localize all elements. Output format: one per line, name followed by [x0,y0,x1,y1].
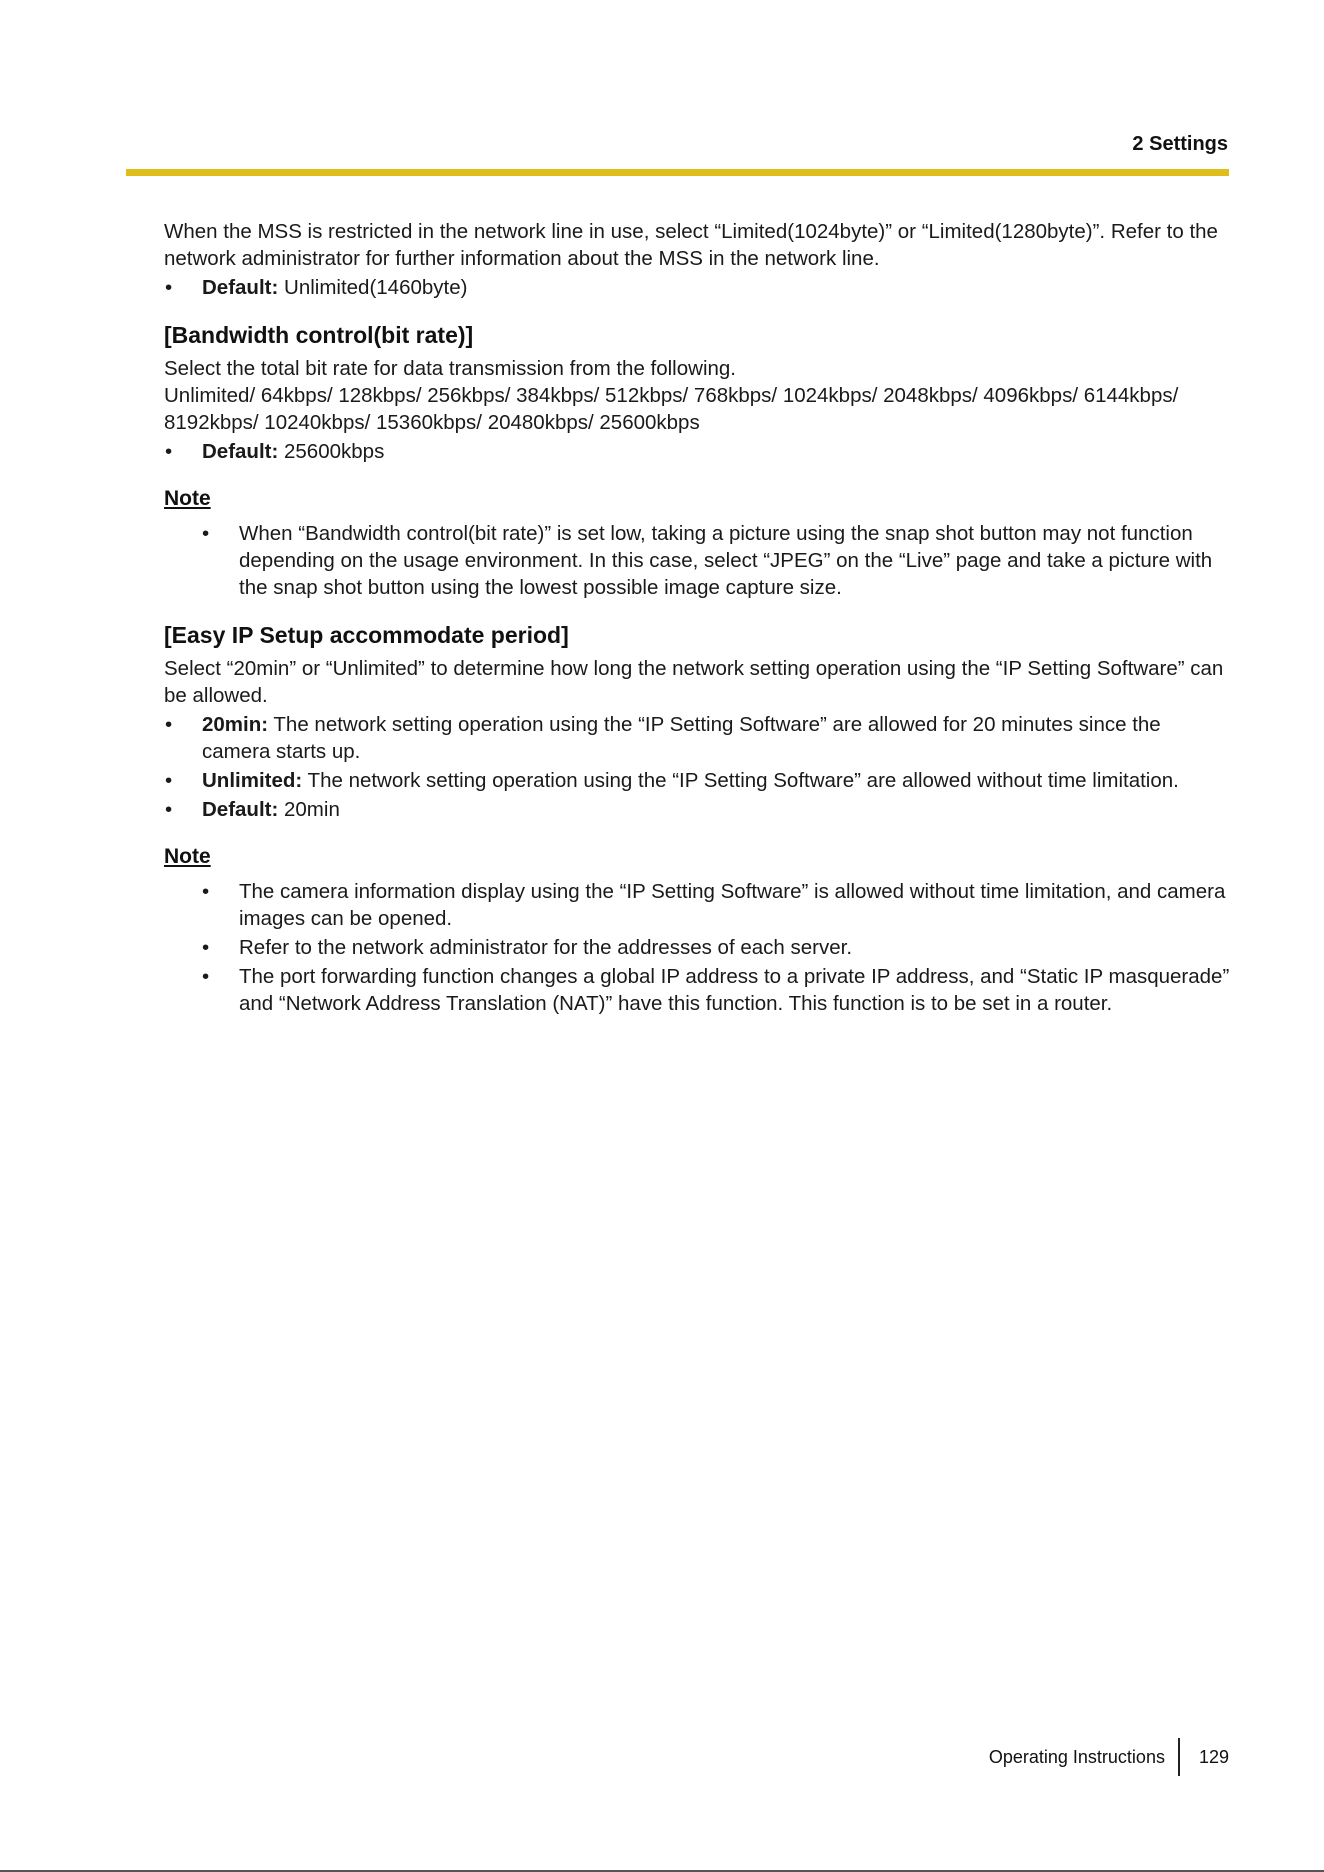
default-value: Unlimited(1460byte) [278,276,468,299]
default-label: Default: [202,276,279,299]
bullet-icon: • [202,965,210,988]
bullet-icon: • [165,713,173,736]
header-rule [126,169,1229,176]
note-list [164,520,1232,601]
note-text: The port forwarding function changes a global IP address to a private IP address, and “Static IP masquerade” and “Network Address Translation (NAT)” have this function. This function is to be set in a router. [239,965,1230,1015]
easy-ip-intro: Select “20min” or “Unlimited” to determine how long the network setting operation using the “IP Setting Software” can be allowed. [164,657,1224,707]
note-list [164,878,1232,1017]
note-item [202,520,1232,601]
default-label: Default: [202,440,279,463]
note-text: Refer to the network administrator for the addresses of each server. [239,936,853,959]
item-text: 20min [278,798,340,821]
mss-description: When the MSS is restricted in the network line in use, select “Limited(1024byte)” or “Limited(1280byte)”. Refer to the network administrator for further information about the MSS in the network line. [164,220,1218,270]
default-value: 25600kbps [278,440,385,463]
bullet-icon: • [165,440,173,463]
bullet-icon: • [165,798,173,821]
easy-ip-item-unlimited [164,767,1232,794]
bandwidth-options: Unlimited/ 64kbps/ 128kbps/ 256kbps/ 384kbps/ 512kbps/ 768kbps/ 1024kbps/ 2048kbps/ 4096kbps/ 6144kbps/ 8192kbps/ 10240kbps/ 15360kbps/ 20480kbps/ 25600kbps [164,384,1179,434]
section-heading-easy-ip: [Easy IP Setup accommodate period] [164,622,569,648]
easy-ip-item-default [164,796,1232,823]
bullet-icon: • [165,769,173,792]
bullet-icon: • [202,936,210,959]
page-content [164,218,1232,1019]
page-number: 129 [1198,1746,1229,1767]
note-text: The camera information display using the “IP Setting Software” is allowed without time limitation, and camera images can be opened. [239,880,1226,930]
item-label: 20min: [202,713,269,736]
note-item [202,878,1232,932]
item-text: The network setting operation using the “IP Setting Software” are allowed for 20 minutes since the camera starts up. [202,713,1161,763]
page-footer [989,1737,1229,1777]
section-heading-bandwidth: [Bandwidth control(bit rate)] [164,322,474,348]
bullet-icon: • [202,880,210,903]
item-label: Default: [202,798,279,821]
note-item [202,963,1232,1017]
bullet-icon: • [202,522,210,545]
note-title: Note [164,487,211,510]
mss-default-item [164,274,1232,301]
bullet-icon: • [165,276,173,299]
note-item [202,934,1232,961]
easy-ip-item-20min [164,711,1232,765]
chapter-title: 2 Settings [1132,133,1228,155]
bandwidth-intro: Select the total bit rate for data transmission from the following. [164,357,736,380]
bandwidth-default-item [164,438,1232,465]
item-label: Unlimited: [202,769,303,792]
note-title: Note [164,845,211,868]
footer-label: Operating Instructions [988,1746,1165,1767]
note-text: When “Bandwidth control(bit rate)” is set low, taking a picture using the snap shot button may not function depending on the usage environment. In this case, select “JPEG” on the “Live” page and take a picture with the snap shot button using the lowest possible image capture size. [239,522,1213,599]
item-text: The network setting operation using the “IP Setting Software” are allowed without time limitation. [302,769,1179,792]
